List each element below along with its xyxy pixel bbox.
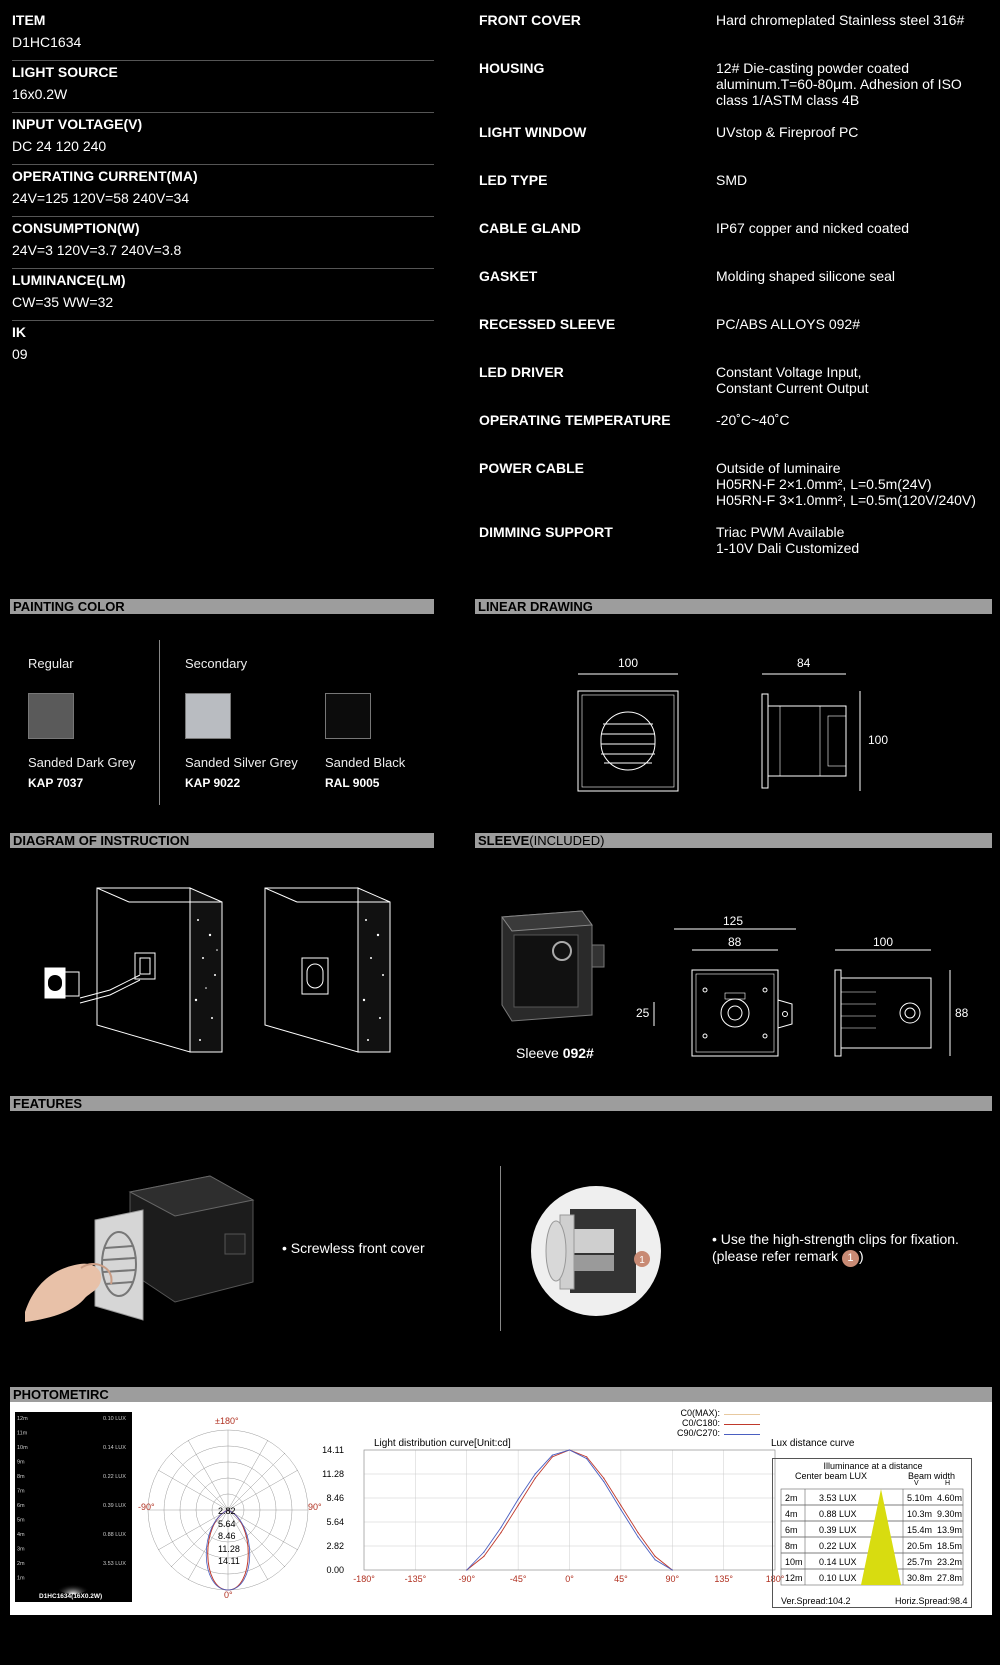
hor-spread: Horiz.Spread:98.4 [895, 1596, 968, 1606]
photometric-panel [10, 1402, 992, 1615]
lux-row-h: 13.9m [937, 1525, 963, 1535]
feature-clips-line2 [712, 1248, 959, 1267]
feature-screwless-text: • Screwless front cover [282, 1240, 425, 1256]
scale-lux: 0.10 LUX [103, 1416, 126, 1422]
section-painting-color: PAINTING COLOR [10, 599, 434, 614]
spec-label: HOUSING [479, 60, 545, 76]
legend-swatch [724, 1424, 760, 1425]
sleeve-photo [490, 905, 600, 1025]
lux-title: Lux distance curve [771, 1438, 855, 1449]
lux-row-distance: 6m [785, 1525, 798, 1535]
series-point [500, 1532, 501, 1533]
painting-divider [159, 640, 160, 805]
spec-value: Hard chromeplated Stainless steel 316# [716, 12, 965, 28]
spec-label: LIGHT WINDOW [479, 124, 587, 140]
left-spec-row [12, 113, 434, 165]
swatch-dark-grey [28, 693, 74, 739]
series-point [655, 1556, 656, 1557]
lux-row-h: 27.8m [937, 1573, 963, 1583]
sleeve-dim-88-top: 88 [728, 935, 742, 949]
spec-value: IP67 copper and nicked coated [716, 220, 910, 236]
sleeve-drawing [640, 920, 970, 1060]
sleeve-title-thin: (INCLUDED) [529, 833, 605, 848]
spec-value: 09 [12, 346, 28, 362]
scale-lux: 0.22 LUX [103, 1474, 126, 1480]
polar-ring-label: 11.28 [218, 1543, 240, 1554]
spec-label: IK [12, 324, 26, 340]
lux-row-lux: 0.39 LUX [819, 1525, 857, 1535]
series-point [518, 1499, 519, 1500]
spec-label: INPUT VOLTAGE(V) [12, 116, 143, 132]
scale-distance: 12m [17, 1416, 28, 1422]
left-spec-row [12, 217, 434, 269]
h-label: H [945, 1480, 951, 1487]
linear-drawing [570, 650, 900, 800]
sleeve-caption [516, 1045, 594, 1061]
x-tick-label: -135° [404, 1574, 427, 1584]
sleeve-title-bold: SLEEVE [478, 833, 530, 848]
spec-value: Outside of luminaire H05RN-F 2×1.0mm², L=0.5m(24V) H05RN-F 3×1.0mm², L=0.5m(120V/240V) [716, 460, 976, 508]
color-code-black: RAL 9005 [325, 776, 380, 790]
sleeve-caption-model: 092# [562, 1045, 594, 1061]
secondary-label: Secondary [185, 656, 248, 671]
series-point [552, 1456, 553, 1457]
series-point [637, 1532, 638, 1533]
series-point [586, 1458, 587, 1459]
spec-value: 24V=125 120V=58 240V=34 [12, 190, 190, 206]
series-point [603, 1478, 604, 1479]
curve-title: Light distribution curve[Unit:cd] [374, 1438, 511, 1449]
v-label: V [914, 1480, 919, 1487]
lux-row-distance: 12m [785, 1573, 803, 1583]
color-name-silver-grey: Sanded Silver Grey [185, 755, 298, 770]
y-tick-label: 14.11 [322, 1445, 344, 1455]
spec-label: CABLE GLAND [479, 220, 581, 236]
lux-row-h: 9.30m [937, 1509, 963, 1519]
beam-width-label: Beam width [908, 1471, 956, 1481]
spec-value: DC 24 120 240 [12, 138, 107, 154]
lux-row-h: 23.2m [937, 1557, 963, 1567]
spec-label: LUMINANCE(LM) [12, 272, 126, 288]
spec-value: Triac PWM Available 1-10V Dali Customized [716, 524, 860, 556]
scale-lux: 3.53 LUX [103, 1561, 126, 1567]
spec-label: POWER CABLE [479, 460, 584, 476]
lux-row-lux: 0.22 LUX [819, 1541, 857, 1551]
lux-row-distance: 10m [785, 1557, 803, 1567]
left-spec-list [12, 9, 434, 373]
x-tick-label: -180° [353, 1574, 375, 1584]
series-point [466, 1569, 467, 1570]
polar-ring-label: 14.11 [218, 1556, 240, 1567]
section-features: FEATURES [10, 1096, 992, 1111]
series-point [586, 1456, 587, 1457]
legend-label: C0(MAX): [680, 1408, 720, 1418]
series-point [672, 1569, 673, 1570]
series-point [655, 1559, 656, 1560]
lux-row-frame [781, 1489, 963, 1505]
scale-lux: 0.88 LUX [103, 1532, 126, 1538]
spec-value: PC/ABS ALLOYS 092# [716, 316, 860, 332]
spec-label: GASKET [479, 268, 538, 284]
y-tick-label: 0.00 [326, 1565, 344, 1575]
lux-row-lux: 3.53 LUX [819, 1493, 857, 1503]
series-point [603, 1481, 604, 1482]
section-sleeve [475, 833, 992, 848]
scale-distance: 9m [17, 1459, 25, 1466]
feature-clips-text [712, 1231, 959, 1267]
spec-label: RECESSED SLEEVE [479, 316, 616, 332]
y-tick-label: 2.82 [326, 1541, 344, 1551]
y-tick-label: 8.46 [326, 1493, 344, 1503]
x-tick-label: 180° [765, 1574, 785, 1584]
sleeve-dim-125: 125 [723, 914, 744, 928]
left-spec-row [12, 165, 434, 217]
spec-label: FRONT COVER [479, 12, 581, 28]
lux-row-distance: 8m [785, 1541, 798, 1551]
lux-row-lux: 0.14 LUX [819, 1557, 857, 1567]
legend-label: C90/C270: [676, 1428, 720, 1438]
swatch-black [325, 693, 371, 739]
x-tick-label: 0° [565, 1574, 574, 1584]
feature-clips-suffix: ) [858, 1248, 864, 1264]
lux-row-distance: 4m [785, 1509, 798, 1519]
series-point [569, 1449, 570, 1450]
scale-distance: 8m [17, 1474, 25, 1480]
scale-lux: 0.39 LUX [103, 1503, 126, 1509]
spec-value: 16x0.2W [12, 86, 68, 102]
polar-ring-label: 2.82 [218, 1506, 236, 1516]
feature-clip-photo [530, 1185, 665, 1317]
legend-label: C0/C180: [681, 1418, 720, 1428]
lux-row-v: 30.8m [907, 1573, 933, 1583]
legend-swatch [724, 1434, 760, 1435]
series-point [535, 1473, 536, 1474]
dim-height: 100 [868, 733, 889, 747]
x-tick-label: -90° [458, 1574, 476, 1584]
series-point [483, 1552, 484, 1553]
sleeve-dim-88-side: 88 [955, 1006, 969, 1020]
lux-row-lux: 0.10 LUX [819, 1573, 857, 1583]
spec-value: CW=35 WW=32 [12, 294, 114, 310]
lux-row-lux: 0.88 LUX [819, 1509, 857, 1519]
spec-value: Molding shaped silicone seal [716, 268, 895, 284]
polar-ring-label: 5.64 [218, 1518, 236, 1529]
spec-value: 24V=3 120V=3.7 240V=3.8 [12, 242, 182, 258]
lux-table-box [772, 1458, 972, 1608]
scale-distance: 5m [17, 1517, 25, 1524]
instruction-diagram [40, 880, 400, 1055]
section-diagram-of-instruction: DIAGRAM OF INSTRUCTION [10, 833, 434, 848]
lux-row-distance: 2m [785, 1493, 798, 1503]
feature-clips-prefix: (please refer remark [712, 1248, 842, 1264]
scale-distance: 1m [17, 1575, 25, 1582]
series-point [483, 1556, 484, 1557]
series-point [637, 1536, 638, 1537]
spec-value: UVstop & Fireproof PC [716, 124, 859, 140]
scale-model: D1HC1634(16X0.2W) [39, 1593, 103, 1600]
spec-label: LED TYPE [479, 172, 548, 188]
spec-value: SMD [716, 172, 748, 188]
color-code-silver-grey: KAP 9022 [185, 776, 241, 790]
section-linear-drawing: LINEAR DRAWING [475, 599, 992, 614]
color-code-dark-grey: KAP 7037 [28, 776, 84, 790]
sleeve-dim-100: 100 [873, 935, 894, 949]
y-tick-label: 11.28 [322, 1469, 344, 1479]
legend-swatch [724, 1414, 760, 1415]
spec-label: OPERATING TEMPERATURE [479, 412, 671, 428]
swatch-silver-grey [185, 693, 231, 739]
polar-label-right: 90° [308, 1502, 322, 1512]
spec-label: LIGHT SOURCE [12, 64, 118, 80]
regular-label: Regular [28, 656, 74, 671]
scale-distance: 6m [17, 1503, 25, 1509]
polar-label-top: ±180° [215, 1416, 239, 1426]
svg-text:1: 1 [639, 1255, 645, 1266]
scale-lux: 0.14 LUX [103, 1445, 126, 1451]
spec-value: -20˚C~40˚C [716, 412, 790, 428]
dim-front-width: 100 [618, 656, 639, 670]
color-name-dark-grey: Sanded Dark Grey [28, 755, 136, 770]
lux-row-v: 15.4m [907, 1525, 933, 1535]
center-beam-label: Center beam LUX [795, 1471, 868, 1481]
feature-clips-line1: • Use the high-strength clips for fixation. [712, 1231, 959, 1247]
y-tick-label: 5.64 [326, 1517, 344, 1527]
polar-label-bottom: 0° [224, 1590, 233, 1600]
x-tick-label: 45° [614, 1574, 628, 1584]
lux-row-h: 18.5m [937, 1541, 963, 1551]
lux-row-frame [781, 1505, 963, 1521]
spec-label: DIMMING SUPPORT [479, 524, 613, 540]
x-tick-label: 90° [665, 1574, 680, 1584]
left-spec-row [12, 9, 434, 61]
section-photometric: PHOTOMETIRC [10, 1387, 992, 1402]
ver-spread: Ver.Spread:104.2 [781, 1596, 851, 1606]
series-point [535, 1478, 536, 1479]
polar-label-left: -90° [138, 1502, 155, 1512]
lux-table-title: Illuminance at a distance [823, 1461, 923, 1471]
series-point [620, 1505, 621, 1506]
left-spec-row [12, 321, 434, 373]
feature-front-cover-photo [25, 1172, 255, 1322]
scale-distance: 2m [17, 1561, 25, 1567]
lux-row-v: 10.3m [907, 1509, 933, 1519]
left-spec-row [12, 269, 434, 321]
lux-row-v: 5.10m [907, 1493, 933, 1503]
dim-side-width: 84 [797, 656, 811, 670]
series-point [552, 1455, 553, 1456]
polar-ring-label: 8.46 [218, 1531, 236, 1542]
series-point [620, 1509, 621, 1510]
series-point [518, 1505, 519, 1506]
spec-value: D1HC1634 [12, 34, 82, 50]
scale-distance: 7m [17, 1488, 25, 1495]
spec-label: CONSUMPTION(W) [12, 220, 140, 236]
series-point [500, 1527, 501, 1528]
lux-row-v: 25.7m [907, 1557, 933, 1567]
color-name-black: Sanded Black [325, 755, 406, 770]
left-spec-row [12, 61, 434, 113]
lux-row-h: 4.60m [937, 1493, 963, 1503]
x-tick-label: -45° [509, 1574, 527, 1584]
x-tick-label: 135° [714, 1574, 733, 1584]
scale-distance: 4m [17, 1532, 25, 1538]
sleeve-dim-25: 25 [636, 1006, 650, 1020]
spec-label: ITEM [12, 12, 46, 28]
scale-distance: 10m [17, 1445, 28, 1451]
light-distribution-chart [310, 1442, 785, 1612]
remark-marker: 1 [842, 1250, 859, 1267]
features-divider [500, 1166, 501, 1331]
spec-value: 12# Die-casting powder coated aluminum.T=60-80μm. Adhesion of ISO class 1/ASTM class 4B [716, 60, 962, 108]
lux-scale-image [15, 1412, 132, 1602]
scale-distance: 3m [17, 1546, 25, 1553]
spec-label: LED DRIVER [479, 364, 564, 380]
spec-value: Constant Voltage Input, Constant Current Output [716, 364, 869, 396]
scale-distance: 11m [17, 1430, 28, 1437]
spec-label: OPERATING CURRENT(MA) [12, 168, 198, 184]
lux-row-v: 20.5m [907, 1541, 933, 1551]
sleeve-caption-prefix: Sleeve [516, 1045, 563, 1061]
